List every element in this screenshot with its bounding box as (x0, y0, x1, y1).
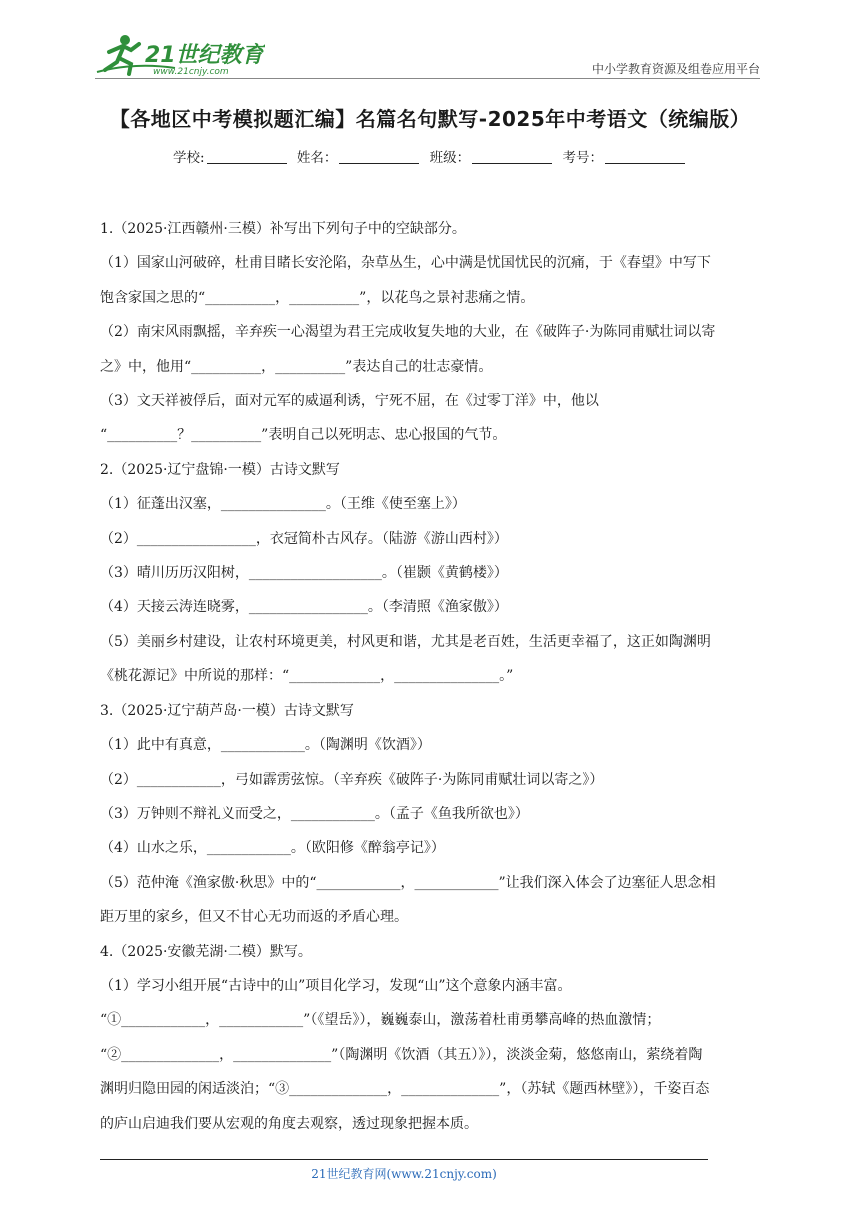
text-line: （5）美丽乡村建设，让农村环境更美，村风更和谐，尤其是老百姓，生活更幸福了，这正如陶渊明 (100, 633, 711, 650)
class-blank (472, 150, 552, 164)
text-line: 《桃花源记》中所说的那样：“_____________，_______________。” (100, 668, 514, 685)
name-blank (339, 150, 419, 164)
text-line: （1）学习小组开展“古诗中的山”项目化学习，发现“山”这个意象内涵丰富。 (100, 977, 572, 994)
name-label: 姓名： (296, 150, 338, 166)
text-line: （3）晴川历历汉阳树，___________________。（崔颢《黄鹤楼》） (100, 565, 508, 582)
footer-divider (100, 1159, 708, 1160)
page-title: 【各地区中考模拟题汇编】名篇名句默写-2025年中考语文（统编版） (109, 107, 751, 131)
student-info-line (0, 146, 860, 166)
text-line: （3）万钟则不辩礼义而受之，____________。（孟子《鱼我所欲也》） (100, 805, 529, 822)
text-line: 1.（2025·江西赣州·三模）补写出下列句子中的空缺部分。 (100, 221, 466, 237)
text-line: （2）_________________，衣冠简朴古风存。（陆游《游山西村》） (100, 530, 508, 547)
logo (95, 32, 265, 78)
text-line: 4.（2025·安徽芜湖·二模）默写。 (100, 943, 312, 960)
school-blank (207, 150, 287, 164)
text-line: （1）此中有真意，____________。（陶渊明《饮酒》） (100, 737, 431, 754)
text-line: 的庐山启迪我们要从宏观的角度去观察，透过现象把握本质。 (100, 1115, 478, 1132)
text-line: 2.（2025·辽宁盘锦·一模）古诗文默写 (100, 461, 340, 478)
logo-text: 21世纪教育 (145, 43, 264, 68)
footer-link[interactable]: 21世纪教育网(www.21cnjy.com) (311, 1167, 497, 1181)
questions (100, 212, 762, 1141)
text-line: 饱含家国之思的“__________，__________”，以花鸟之景衬悲痛之情。 (100, 289, 535, 306)
text-line: （3）文天祥被俘后，面对元军的威逼利诱，宁死不屈，在《过零丁洋》中，他以 (100, 393, 599, 410)
header-divider (95, 78, 760, 79)
text-line: （2）南宋风雨飘摇，辛弃疾一心渴望为君王完成收复失地的大业，在《破阵子·为陈同甫赋壮词以寄 (100, 324, 716, 341)
text-line: （4）天接云涛连晓雾，_________________。（李清照《渔家傲》） (100, 599, 508, 616)
page-header (95, 32, 760, 80)
text-line: 渊明归隐田园的闲适淡泊；“③______________，______________”，（苏轼《题西林壁》），千姿百态 (100, 1081, 710, 1098)
text-line: （1）征蓬出汉塞，_______________。（王维《使至塞上》） (100, 496, 466, 513)
class-label: 班级： (429, 150, 471, 166)
text-line: “__________？__________”表明自己以死明志、忠心报国的气节。 (100, 427, 507, 444)
text-line: “②______________，______________”（陶渊明《饮酒（其五）》），淡淡金菊，悠悠南山，萦绕着陶 (100, 1046, 703, 1063)
text-line: 3.（2025·辽宁葫芦岛·一模）古诗文默写 (100, 702, 354, 719)
text-line: （4）山水之乐，____________。（欧阳修《醉翁亭记》） (100, 840, 445, 857)
text-line: （5）范仲淹《渔家傲·秋思》中的“____________，____________”让我们深入体会了边塞征人思念相 (100, 874, 716, 891)
platform-name: 中小学教育资源及组卷应用平台 (591, 62, 760, 76)
text-line: 距万里的家乡，但又不甘心无功而返的矛盾心理。 (100, 909, 408, 926)
logo-url: www.21cnjy.com (153, 67, 229, 77)
text-line: “①____________，____________”（《望岳》），巍巍泰山，激荡着杜甫勇攀高峰的热血激情； (100, 1012, 661, 1029)
text-line: 之》中，他用“__________，__________”表达自己的壮志豪情。 (100, 358, 493, 375)
school-label: 学校: (173, 150, 205, 166)
text-line: （1）国家山河破碎，杜甫目睹长安沦陷，杂草丛生，心中满是忧国忧民的沉痛，于《春望》中写下 (100, 255, 711, 272)
exam-no-blank (605, 150, 685, 164)
exam-no-label: 考号： (562, 150, 603, 166)
text-line: （2）____________，弓如霹雳弦惊。（辛弃疾《破阵子·为陈同甫赋壮词以寄之》） (100, 771, 604, 788)
